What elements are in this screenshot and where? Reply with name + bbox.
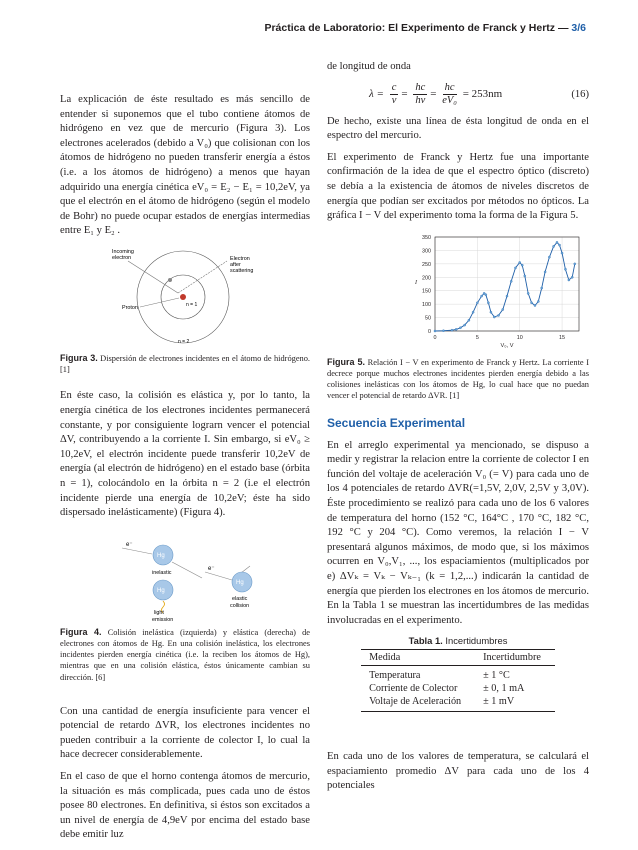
eq-lambda: λ = — [369, 87, 384, 100]
y-tick-label: 300 — [422, 248, 431, 255]
figure-5-caption — [327, 357, 589, 402]
paragraph-average-spacing: En cada uno de los valores de temperatura, se calculará el espaciamiento promedio ΔV para cada uno de los 4 potenciales — [327, 751, 589, 792]
table-header-incertidumbre: Incertidumbre — [475, 650, 555, 666]
data-point — [459, 326, 461, 328]
eq-frac-2 — [413, 82, 427, 107]
table-cell: ± 1 mV — [475, 695, 555, 712]
table-row — [361, 682, 555, 695]
hg-label-bottom: Hg — [157, 587, 165, 594]
data-point — [568, 279, 570, 281]
data-point — [485, 293, 487, 295]
data-point — [434, 330, 436, 332]
data-point — [537, 300, 539, 302]
eq-f3-num: hc — [444, 81, 455, 93]
data-point — [524, 275, 526, 277]
y-tick-label: 100 — [422, 301, 431, 308]
elastic-incoming-path — [205, 572, 232, 580]
label-scattering: scattering — [230, 267, 254, 274]
emission-label: emission — [152, 616, 174, 623]
figure-4-collision-diagram — [60, 528, 310, 623]
y-tick-label: 0 — [428, 328, 431, 335]
data-point — [541, 287, 543, 289]
paragraph-wavelength-intro: de longitud de onda — [327, 61, 411, 72]
figure-3-label: Figura 3. — [60, 352, 98, 363]
data-point — [464, 324, 466, 326]
plot-frame — [435, 237, 579, 331]
x-tick-label: 0 — [433, 334, 437, 341]
figure-3-text: Dispersión de electrones incidentes en el átomo de hidrógeno. [1] — [60, 353, 311, 375]
figure-4-label: Figura 4. — [60, 626, 102, 637]
paragraph-retarding: Con una cantidad de energía insuficiente para vencer el potencial de retardo ΔVR, los electrones incidentes no pueden contribuir a la corriente de colector I, lo cual la hace decrecer considerablemente. — [60, 705, 310, 761]
page-number: 3/6 — [571, 22, 586, 34]
collision-label: collision — [230, 602, 250, 609]
data-point — [472, 311, 474, 313]
y-tick-label: 50 — [425, 315, 431, 322]
data-point — [451, 329, 453, 331]
table-row — [361, 666, 555, 683]
x-tick-label: 5 — [475, 334, 479, 341]
y-tick-label: 350 — [422, 234, 431, 241]
figure-5-text: Relación I − V en experimento de Franck y Hertz. La corriente I decrece porque muchos electrones incidentes pierden energía debido a las colisiones inelásticas con los átomos de Hg, lo cual hace que no puedan vencer el potencial de retardo ΔVR. [1] — [327, 357, 589, 401]
equation-16 — [327, 82, 589, 107]
table-1-label: Tabla 1. — [408, 635, 443, 647]
label-incoming: Incoming — [112, 248, 134, 255]
electron-label: e⁻ — [126, 541, 133, 548]
data-point — [552, 245, 554, 247]
data-point — [480, 295, 482, 297]
figure-3-hydrogen-diagram — [60, 247, 310, 347]
data-point — [521, 264, 523, 266]
data-point — [519, 261, 521, 263]
eq-f2-den: hν — [415, 94, 426, 106]
data-point — [548, 256, 550, 258]
label-electron-after: Electron — [230, 255, 250, 262]
label-n1: n = 1 — [186, 301, 198, 308]
table-cell: Voltaje de Aceleración — [361, 695, 475, 712]
figure-5-label: Figura 5. — [327, 356, 366, 367]
data-point — [502, 308, 504, 310]
paragraph-mercury: En el caso de que el horno contenga átomos de mercurio, la situación es más complicada, pues cada uno de éstos posee 80 electrones. En definitiva, si éstos son excitados a un nivel de energía de 4,9eV por encima del estado base debe emitir luz — [60, 771, 310, 841]
label-after: after — [230, 261, 241, 268]
data-point — [556, 241, 558, 243]
running-header — [264, 22, 586, 34]
eq-f1-num: c — [391, 81, 397, 93]
data-point — [571, 276, 573, 278]
table-cell: ± 1 °C — [483, 670, 510, 682]
figure-5-iv-chart — [327, 231, 589, 351]
data-point — [497, 314, 499, 316]
eq-frac-3 — [442, 82, 457, 107]
incoming-path — [128, 261, 178, 293]
elastic-label: elastic — [232, 595, 248, 602]
y-axis-label: I — [415, 279, 417, 286]
y-tick-label: 150 — [422, 288, 431, 295]
figure-4-caption — [60, 627, 310, 683]
paragraph-confirmation: El experimento de Franck y Hertz fue una importante confirmación de la idea de que el espectro óptico (discreto) se debía a la existencia de átomos de niveles discretos de energía que podían ser excitados por métodos no ópticos. La gráfica I − V del experimento toma la forma de la Figura 5. — [327, 151, 589, 222]
x-tick-label: 15 — [559, 334, 566, 341]
eq-f3-den: eV₀ — [442, 94, 457, 106]
data-point — [514, 267, 516, 269]
paragraph-experimental: En el arreglo experimental ya mencionado, se dispuso a medir y registrar la relacion entre la corriente de colector I en función del voltaje de aceleración V₀ (= V) para cada uno de los 4 potenciales de retardo ΔVR(=1,5V, 2,0V, 2,5V y 3,0V). Éste procedimiento se realizó para cada uno de los 6 valores de temperatura del horno (152 °C, 164°C , 170 °C, 182 °C, 192 °C y 204 °C). Como veremos, la relación I − V presentará algunos máximos, de modo que, si los máximos ocurren en V₀,V₁, ..., los espaciamientos (multiplicados por e) ΔVₖ = Vₖ − Vₖ₋₁ (k = 1,2,...) indicarán la cantidad de energía que pierden los electrones en los átomos de mercurio. En la Tabla 1 se muestran las incertidumbres de las medidas involucradas en el experimento. — [327, 439, 589, 626]
eq-f2-num: hc — [415, 81, 426, 93]
label-n2: n = 2 — [178, 338, 190, 345]
eq-result: = 253nm — [462, 87, 503, 100]
paragraph-hydrogen: La explicación de éste resultado es más sencillo de entender si suponemos que el tubo contiene átomos de hidrógeno en vez que de mercurio (Figura 3). Los electrones acelerados (debido a V₀) que colisionan con los átomos de hidrógeno no pueden transferir energía a éstos (i.e. a los átomos de hidrógeno) a menos que hayan adquirido una energía cinética eV₀ = E₂ − E₁ = 10,2eV, ya que el electrón en el átomo de hidrógeno (según el modelo de Bohr) no puede ocupar estados de energías intermedias entre E₁ y E₂ . — [60, 94, 310, 237]
x-tick-label: 10 — [516, 334, 523, 341]
table-1-title — [327, 635, 589, 646]
inelastic-incoming-path — [122, 548, 152, 554]
inelastic-label: inelastic — [152, 569, 172, 576]
hg-label-elastic: Hg — [236, 579, 244, 586]
table-cell: ± 0, 1 mA — [483, 683, 525, 695]
data-point — [574, 263, 576, 265]
equation-number: (16) — [571, 88, 589, 100]
proton-dot — [180, 294, 186, 300]
figure-4-text: Colisión inelástica (izquierda) y elástica (derecha) de electrones con átomos de Hg. En una colisión inelástica, los electrones incidentes pierden energía cinética (i.e. la reciben los átomos de Hg), mientras que en una colisión elástica, éstos únicamente cambian su dirección. [6] — [60, 627, 311, 682]
proton-pointer — [140, 298, 179, 307]
y-tick-label: 200 — [422, 275, 431, 282]
data-point — [476, 301, 478, 303]
table-header-medida: Medida — [361, 650, 475, 666]
data-point — [490, 311, 492, 313]
electron-dot — [168, 278, 172, 282]
data-point — [468, 319, 470, 321]
table-1-name: Incertidumbres — [445, 635, 508, 647]
data-point — [544, 271, 546, 273]
light-label: light — [154, 609, 164, 616]
electron-label-elastic: e⁻ — [208, 565, 215, 572]
figure-3-caption — [60, 353, 310, 375]
table-cell: Temperatura — [369, 670, 421, 682]
scattered-path — [178, 261, 227, 293]
paragraph-elastic: En éste caso, la colisión es elástica y, por lo tanto, la energía cinética de los electrones incidentes permanecerá constante, y por consiguiente lograrn vencer el potencial ΔV, contribuyendo a la corriente I. Sin embargo, si eV₀ ≥ 10,2eV, el electrón incidente puede transferir 10,2eV de energía (al electrón de hidrógeno) en el estado base (órbita n = 1), colocándolo en la órbita n = 2 (i.e el electrón incidente pierde una energía de 10,2eV; éste ha sido dispersado inelásticamente) (Figura 4). — [60, 390, 310, 519]
equation-body: λ = $\frac{c}{\nu}$ = $\frac{hc}{h\nu}$ = $\frac{hc}{\text{eV₀}}$ = 253nm — [369, 81, 503, 106]
data-point — [506, 295, 508, 297]
data-point — [561, 252, 563, 254]
data-point — [530, 301, 532, 303]
hg-label-top: Hg — [157, 552, 165, 559]
data-point — [527, 292, 529, 294]
right-column — [327, 60, 589, 801]
data-point — [487, 301, 489, 303]
x-axis-label: V₀, V — [500, 342, 514, 349]
paragraph-spectrum: De hecho, existe una línea de ésta longitud de onda en el espectro del mercurio. — [327, 115, 589, 142]
data-point — [510, 280, 512, 282]
uncertainty-table — [361, 649, 555, 712]
table-header-row — [361, 650, 555, 666]
label-proton: Proton — [122, 304, 138, 311]
data-point — [493, 316, 495, 318]
left-column — [60, 60, 310, 850]
eq-frac-1 — [390, 82, 399, 107]
data-point — [558, 244, 560, 246]
data-point — [455, 328, 457, 330]
data-point — [534, 304, 536, 306]
label-electron: electron — [112, 254, 132, 261]
header-title: Práctica de Laboratorio: El Experimento de Franck y Hertz — — [264, 22, 572, 34]
section-heading: Secuencia Experimental — [327, 415, 466, 430]
table-cell: Corriente de Colector — [369, 683, 458, 695]
inelastic-out-path — [172, 562, 202, 578]
data-point — [442, 329, 444, 331]
table-row — [361, 695, 555, 712]
y-tick-label: 250 — [422, 261, 431, 268]
data-point — [564, 268, 566, 270]
eq-f1-den: ν — [391, 94, 397, 106]
